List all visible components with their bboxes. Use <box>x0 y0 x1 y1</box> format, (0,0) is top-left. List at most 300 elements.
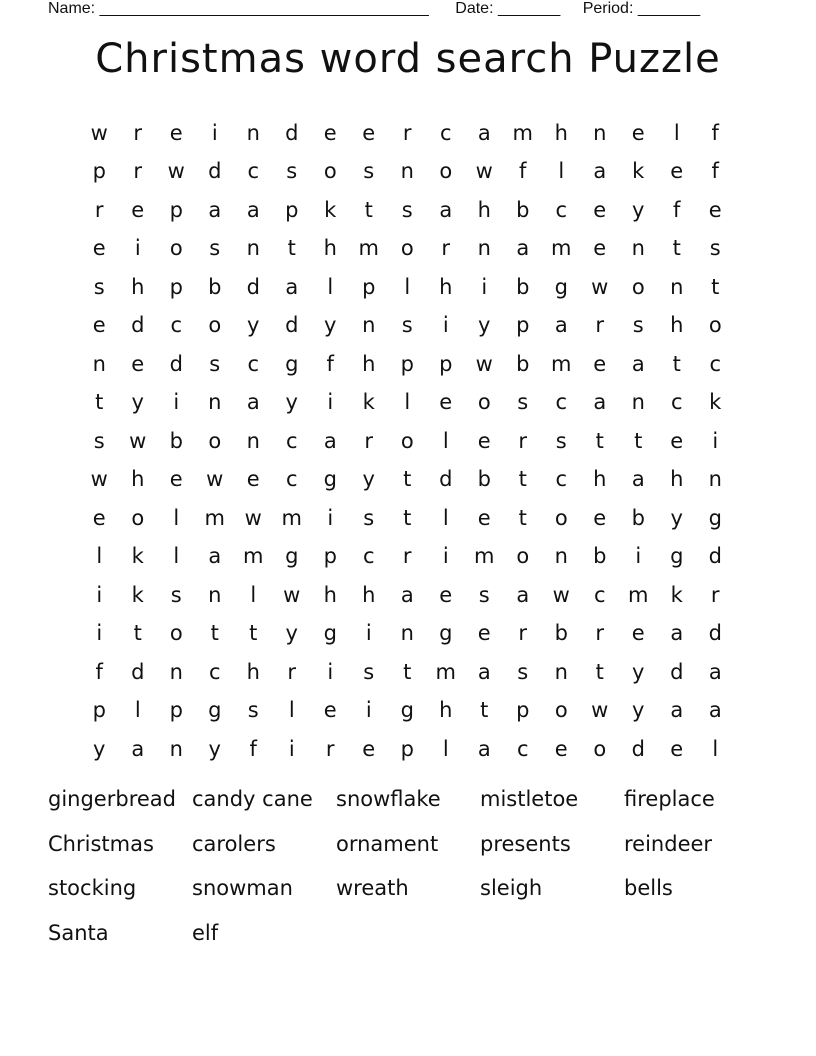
name-field[interactable]: Name: _____________________________________ <box>48 0 429 17</box>
grid-cell[interactable]: r <box>595 621 605 646</box>
grid-cell[interactable]: e <box>631 621 645 646</box>
grid-cell[interactable]: a <box>285 274 299 299</box>
grid-cell[interactable]: g <box>323 621 337 646</box>
grid-cell[interactable]: l <box>404 274 411 299</box>
grid-cell[interactable]: b <box>477 467 491 492</box>
grid-cell[interactable]: p <box>92 698 106 723</box>
grid-cell[interactable]: y <box>324 313 337 338</box>
grid-cell[interactable]: w <box>90 120 108 145</box>
grid-cell[interactable]: e <box>670 159 684 184</box>
grid-cell[interactable]: b <box>169 428 183 453</box>
grid-cell[interactable]: r <box>325 736 335 761</box>
grid-cell[interactable]: f <box>711 120 719 145</box>
grid-cell[interactable]: p <box>516 698 530 723</box>
grid-cell[interactable]: c <box>593 582 606 607</box>
grid-cell[interactable]: d <box>285 120 299 145</box>
grid-cell[interactable]: a <box>670 621 684 646</box>
grid-cell[interactable]: e <box>631 120 645 145</box>
grid-cell[interactable]: r <box>595 313 605 338</box>
grid-cell[interactable]: r <box>710 582 720 607</box>
grid-cell[interactable]: m <box>281 505 302 530</box>
grid-cell[interactable]: p <box>169 197 183 222</box>
grid-cell[interactable]: t <box>95 390 104 415</box>
grid-cell[interactable]: a <box>246 390 260 415</box>
grid-cell[interactable]: h <box>131 467 145 492</box>
grid-cell[interactable]: h <box>362 351 376 376</box>
grid-cell[interactable]: s <box>632 313 644 338</box>
grid-cell[interactable]: e <box>708 197 722 222</box>
grid-cell[interactable]: n <box>246 428 260 453</box>
grid-cell[interactable]: c <box>208 659 221 684</box>
grid-cell[interactable]: t <box>364 197 373 222</box>
grid-cell[interactable]: e <box>323 120 337 145</box>
grid-cell[interactable]: e <box>554 736 568 761</box>
grid-cell[interactable]: n <box>593 120 607 145</box>
grid-cell[interactable]: p <box>169 274 183 299</box>
grid-cell[interactable]: n <box>169 736 183 761</box>
grid-cell[interactable]: g <box>285 351 299 376</box>
grid-cell[interactable]: r <box>441 236 451 261</box>
grid-cell[interactable]: h <box>670 467 684 492</box>
grid-cell[interactable]: h <box>439 698 453 723</box>
grid-cell[interactable]: a <box>477 659 491 684</box>
grid-cell[interactable]: w <box>552 582 570 607</box>
grid-cell[interactable]: c <box>555 197 568 222</box>
grid-cell[interactable]: m <box>435 659 456 684</box>
grid-cell[interactable]: m <box>551 351 572 376</box>
grid-cell[interactable]: l <box>404 390 411 415</box>
grid-cell[interactable]: n <box>554 659 568 684</box>
grid-cell[interactable]: e <box>593 351 607 376</box>
grid-cell[interactable]: l <box>288 698 295 723</box>
grid-cell[interactable]: e <box>169 467 183 492</box>
grid-cell[interactable]: d <box>285 313 299 338</box>
grid-cell[interactable]: r <box>402 120 412 145</box>
grid-cell[interactable]: i <box>211 120 218 145</box>
grid-cell[interactable]: t <box>518 505 527 530</box>
grid-cell[interactable]: s <box>363 159 375 184</box>
grid-cell[interactable]: t <box>672 236 681 261</box>
grid-cell[interactable]: y <box>131 390 144 415</box>
grid-cell[interactable]: e <box>670 428 684 453</box>
grid-cell[interactable]: k <box>632 159 645 184</box>
grid-cell[interactable]: b <box>593 544 607 569</box>
grid-cell[interactable]: d <box>169 351 183 376</box>
grid-cell[interactable]: f <box>95 659 103 684</box>
grid-cell[interactable]: n <box>246 236 260 261</box>
grid-cell[interactable]: e <box>323 698 337 723</box>
grid-cell[interactable]: n <box>708 467 722 492</box>
grid-cell[interactable]: n <box>631 390 645 415</box>
grid-cell[interactable]: c <box>555 467 568 492</box>
grid-cell[interactable]: e <box>362 120 376 145</box>
grid-cell[interactable]: f <box>673 197 681 222</box>
grid-cell[interactable]: o <box>554 505 568 530</box>
grid-cell[interactable]: s <box>555 428 567 453</box>
grid-cell[interactable]: g <box>439 621 453 646</box>
grid-cell[interactable]: l <box>134 698 141 723</box>
grid-cell[interactable]: p <box>169 698 183 723</box>
grid-cell[interactable]: o <box>516 544 530 569</box>
grid-cell[interactable]: y <box>285 390 298 415</box>
grid-cell[interactable]: a <box>208 197 222 222</box>
grid-cell[interactable]: l <box>173 544 180 569</box>
grid-cell[interactable]: o <box>439 159 453 184</box>
grid-cell[interactable]: r <box>94 197 104 222</box>
grid-cell[interactable]: f <box>326 351 334 376</box>
grid-cell[interactable]: w <box>475 159 493 184</box>
grid-cell[interactable]: i <box>134 236 141 261</box>
grid-cell[interactable]: t <box>403 467 412 492</box>
grid-cell[interactable]: y <box>670 505 683 530</box>
grid-cell[interactable]: o <box>400 236 414 261</box>
grid-cell[interactable]: n <box>554 544 568 569</box>
grid-cell[interactable]: d <box>708 621 722 646</box>
grid-cell[interactable]: w <box>591 698 609 723</box>
grid-cell[interactable]: d <box>131 659 145 684</box>
grid-cell[interactable]: g <box>400 698 414 723</box>
grid-cell[interactable]: s <box>209 351 221 376</box>
grid-cell[interactable]: t <box>403 505 412 530</box>
grid-cell[interactable]: o <box>169 621 183 646</box>
grid-cell[interactable]: n <box>208 390 222 415</box>
grid-cell[interactable]: t <box>711 274 720 299</box>
grid-cell[interactable]: m <box>551 236 572 261</box>
grid-cell[interactable]: b <box>516 351 530 376</box>
word-bank-item: ornament <box>336 831 439 856</box>
grid-cell[interactable]: r <box>402 544 412 569</box>
grid-cell[interactable]: f <box>519 159 527 184</box>
word-bank-item: snowman <box>192 876 293 900</box>
grid-cell[interactable]: h <box>131 274 145 299</box>
grid-cell[interactable]: f <box>711 159 719 184</box>
grid-cell[interactable]: m <box>204 505 225 530</box>
grid-cell[interactable]: s <box>93 274 105 299</box>
grid-cell[interactable]: l <box>327 274 334 299</box>
grid-cell[interactable]: p <box>285 197 299 222</box>
grid-cell[interactable]: b <box>516 274 530 299</box>
grid-cell[interactable]: e <box>131 197 145 222</box>
grid-cell[interactable]: e <box>593 197 607 222</box>
grid-cell[interactable]: e <box>477 621 491 646</box>
grid-cell[interactable]: l <box>173 505 180 530</box>
grid-cell[interactable]: e <box>362 736 376 761</box>
grid-cell[interactable]: s <box>170 582 182 607</box>
grid-cell[interactable]: c <box>670 390 683 415</box>
grid-cell[interactable]: e <box>92 505 106 530</box>
grid-cell[interactable]: n <box>400 159 414 184</box>
grid-cell[interactable]: g <box>285 544 299 569</box>
grid-cell[interactable]: s <box>478 582 490 607</box>
grid-cell[interactable]: m <box>474 544 495 569</box>
grid-cell[interactable]: a <box>131 736 145 761</box>
grid-cell[interactable]: k <box>709 390 722 415</box>
grid-cell[interactable]: l <box>558 159 565 184</box>
grid-cell[interactable]: n <box>246 120 260 145</box>
grid-cell[interactable]: g <box>708 505 722 530</box>
grid-cell[interactable]: c <box>247 351 260 376</box>
grid-cell[interactable]: e <box>246 467 260 492</box>
grid-cell[interactable]: l <box>96 544 103 569</box>
grid-cell[interactable]: n <box>169 659 183 684</box>
grid-cell[interactable]: e <box>477 428 491 453</box>
grid-cell[interactable]: w <box>206 467 224 492</box>
grid-cell[interactable]: a <box>400 582 414 607</box>
grid-cell[interactable]: o <box>593 736 607 761</box>
grid-cell[interactable]: d <box>670 659 684 684</box>
grid-cell[interactable]: g <box>670 544 684 569</box>
grid-cell[interactable]: k <box>362 390 375 415</box>
grid-cell[interactable]: h <box>554 120 568 145</box>
grid-cell[interactable]: i <box>96 582 103 607</box>
grid-cell[interactable]: d <box>439 467 453 492</box>
grid-cell[interactable]: c <box>439 120 452 145</box>
word-bank <box>48 782 768 960</box>
grid-cell[interactable]: y <box>362 467 375 492</box>
grid-cell[interactable]: s <box>286 159 298 184</box>
grid-cell[interactable]: k <box>131 582 144 607</box>
grid-cell[interactable]: h <box>593 467 607 492</box>
grid-cell[interactable]: r <box>133 120 143 145</box>
grid-cell[interactable]: m <box>512 120 533 145</box>
student-info-header <box>48 0 700 18</box>
grid-cell[interactable]: e <box>92 313 106 338</box>
grid-cell[interactable]: t <box>672 351 681 376</box>
grid-cell[interactable]: r <box>518 428 528 453</box>
grid-cell[interactable]: i <box>712 428 719 453</box>
grid-cell[interactable]: a <box>439 197 453 222</box>
grid-cell[interactable]: w <box>90 467 108 492</box>
grid-cell[interactable]: b <box>631 505 645 530</box>
grid-cell[interactable]: r <box>133 159 143 184</box>
grid-cell[interactable]: d <box>246 274 260 299</box>
grid-cell[interactable]: t <box>634 428 643 453</box>
grid-cell[interactable]: i <box>327 659 334 684</box>
grid-cell[interactable]: h <box>323 582 337 607</box>
grid-cell[interactable]: e <box>131 351 145 376</box>
grid-cell[interactable]: w <box>475 351 493 376</box>
grid-cell[interactable]: e <box>670 736 684 761</box>
grid-cell[interactable]: p <box>400 736 414 761</box>
grid-cell[interactable]: r <box>287 659 297 684</box>
grid-cell[interactable]: a <box>246 197 260 222</box>
grid-cell[interactable]: a <box>554 313 568 338</box>
grid-cell[interactable]: p <box>439 351 453 376</box>
grid-cell[interactable]: h <box>670 313 684 338</box>
grid-cell[interactable]: y <box>632 197 645 222</box>
grid-cell[interactable]: a <box>477 736 491 761</box>
grid-cell[interactable]: w <box>167 159 185 184</box>
grid-cell[interactable]: n <box>631 236 645 261</box>
grid-cell[interactable]: y <box>632 659 645 684</box>
grid-cell[interactable]: i <box>481 274 488 299</box>
letter-grid[interactable] <box>80 114 735 769</box>
grid-cell[interactable]: h <box>477 197 491 222</box>
grid-cell[interactable]: f <box>249 736 257 761</box>
grid-cell[interactable]: c <box>285 428 298 453</box>
grid-cell[interactable]: b <box>208 274 222 299</box>
grid-cell[interactable]: i <box>173 390 180 415</box>
grid-cell[interactable]: e <box>439 390 453 415</box>
grid-cell[interactable]: d <box>708 544 722 569</box>
grid-cell[interactable]: h <box>362 582 376 607</box>
grid-cell[interactable]: i <box>96 621 103 646</box>
grid-cell[interactable]: l <box>442 428 449 453</box>
grid-cell[interactable]: w <box>591 274 609 299</box>
grid-cell[interactable]: o <box>708 313 722 338</box>
grid-cell[interactable]: s <box>709 236 721 261</box>
grid-cell[interactable]: a <box>323 428 337 453</box>
grid-cell[interactable]: c <box>555 390 568 415</box>
grid-cell[interactable]: c <box>285 467 298 492</box>
grid-cell[interactable]: b <box>554 621 568 646</box>
grid-cell[interactable]: y <box>632 698 645 723</box>
grid-cell[interactable]: p <box>516 313 530 338</box>
grid-cell[interactable]: e <box>477 505 491 530</box>
grid-cell[interactable]: e <box>439 582 453 607</box>
grid-cell[interactable]: i <box>327 505 334 530</box>
grid-cell[interactable]: e <box>169 120 183 145</box>
grid-cell[interactable]: o <box>208 428 222 453</box>
grid-cell[interactable]: r <box>364 428 374 453</box>
word-bank-item: stocking <box>48 876 137 900</box>
grid-cell[interactable]: s <box>209 236 221 261</box>
grid-cell[interactable]: n <box>208 582 222 607</box>
grid-cell[interactable]: t <box>249 621 258 646</box>
grid-cell[interactable]: d <box>131 313 145 338</box>
word-bank-item: fireplace <box>624 787 715 811</box>
grid-cell[interactable]: s <box>517 390 529 415</box>
grid-cell[interactable]: o <box>208 313 222 338</box>
grid-cell[interactable]: t <box>595 659 604 684</box>
grid-cell[interactable]: r <box>518 621 528 646</box>
grid-cell[interactable]: s <box>363 659 375 684</box>
grid-cell[interactable]: s <box>363 505 375 530</box>
grid-cell[interactable]: l <box>250 582 257 607</box>
grid-cell[interactable]: c <box>362 544 375 569</box>
grid-cell[interactable]: y <box>93 736 106 761</box>
grid-cell[interactable]: l <box>442 736 449 761</box>
grid-cell[interactable]: n <box>477 236 491 261</box>
grid-cell[interactable]: t <box>403 659 412 684</box>
grid-cell[interactable]: i <box>442 544 449 569</box>
grid-cell[interactable]: p <box>362 274 376 299</box>
grid-cell[interactable]: p <box>400 351 414 376</box>
grid-cell[interactable]: y <box>478 313 491 338</box>
grid-cell[interactable]: s <box>247 698 259 723</box>
grid-cell[interactable]: a <box>593 159 607 184</box>
grid-cell[interactable]: b <box>516 197 530 222</box>
grid-cell[interactable]: a <box>631 351 645 376</box>
grid-cell[interactable]: t <box>595 428 604 453</box>
grid-cell[interactable]: t <box>133 621 142 646</box>
grid-cell[interactable]: i <box>327 390 334 415</box>
word-bank-item: elf <box>192 920 219 945</box>
grid-cell[interactable]: y <box>247 313 260 338</box>
grid-cell[interactable]: h <box>323 236 337 261</box>
grid-cell[interactable]: y <box>208 736 221 761</box>
grid-cell[interactable]: i <box>442 313 449 338</box>
grid-cell[interactable]: c <box>247 159 260 184</box>
grid-cell[interactable]: w <box>283 582 301 607</box>
grid-cell[interactable]: o <box>169 236 183 261</box>
grid-cell[interactable]: g <box>323 467 337 492</box>
grid-cell[interactable]: c <box>709 351 722 376</box>
grid-cell[interactable]: h <box>439 274 453 299</box>
grid-cell[interactable]: g <box>208 698 222 723</box>
grid-cell[interactable]: d <box>208 159 222 184</box>
grid-cell[interactable]: a <box>670 698 684 723</box>
grid-cell[interactable]: o <box>631 274 645 299</box>
grid-cell[interactable]: k <box>670 582 683 607</box>
grid-cell[interactable]: m <box>243 544 264 569</box>
grid-cell[interactable]: a <box>708 698 722 723</box>
grid-cell[interactable]: e <box>593 505 607 530</box>
grid-cell[interactable]: w <box>129 428 147 453</box>
grid-cell[interactable]: s <box>93 428 105 453</box>
grid-cell[interactable]: a <box>516 236 530 261</box>
grid-cell[interactable]: o <box>554 698 568 723</box>
grid-cell[interactable]: e <box>92 236 106 261</box>
grid-cell[interactable]: l <box>712 736 719 761</box>
grid-cell[interactable]: o <box>477 390 491 415</box>
grid-cell[interactable]: a <box>477 120 491 145</box>
grid-cell[interactable]: c <box>170 313 183 338</box>
grid-cell[interactable]: t <box>287 236 296 261</box>
grid-cell[interactable]: n <box>362 313 376 338</box>
grid-cell[interactable]: a <box>631 467 645 492</box>
grid-cell[interactable]: h <box>246 659 260 684</box>
grid-cell[interactable]: n <box>670 274 684 299</box>
grid-cell[interactable]: c <box>516 736 529 761</box>
grid-cell[interactable]: e <box>593 236 607 261</box>
grid-cell[interactable]: a <box>593 390 607 415</box>
grid-cell[interactable]: i <box>635 544 642 569</box>
grid-cell[interactable]: t <box>480 698 489 723</box>
grid-cell[interactable]: i <box>365 621 372 646</box>
grid-cell[interactable]: n <box>400 621 414 646</box>
grid-cell[interactable]: w <box>244 505 262 530</box>
grid-cell[interactable]: s <box>517 659 529 684</box>
grid-cell[interactable]: o <box>131 505 145 530</box>
grid-cell[interactable]: i <box>288 736 295 761</box>
grid-cell[interactable]: d <box>631 736 645 761</box>
grid-cell[interactable]: n <box>92 351 106 376</box>
grid-cell[interactable]: t <box>518 467 527 492</box>
grid-cell[interactable]: s <box>401 197 413 222</box>
grid-cell[interactable]: t <box>210 621 219 646</box>
grid-cell[interactable]: o <box>400 428 414 453</box>
grid-cell[interactable]: l <box>673 120 680 145</box>
grid-cell[interactable]: k <box>131 544 144 569</box>
grid-cell[interactable]: m <box>358 236 379 261</box>
grid-cell[interactable]: k <box>324 197 337 222</box>
period-field[interactable]: Period: _______ <box>582 0 701 17</box>
grid-cell[interactable]: o <box>323 159 337 184</box>
grid-cell[interactable]: p <box>323 544 337 569</box>
grid-cell[interactable]: y <box>285 621 298 646</box>
grid-cell[interactable]: s <box>401 313 413 338</box>
grid-cell[interactable]: g <box>554 274 568 299</box>
grid-cell[interactable]: a <box>708 659 722 684</box>
date-field[interactable]: Date: _______ <box>455 0 561 17</box>
grid-cell[interactable]: l <box>442 505 449 530</box>
grid-cell[interactable]: a <box>516 582 530 607</box>
grid-cell[interactable]: p <box>92 159 106 184</box>
grid-cell[interactable]: i <box>365 698 372 723</box>
grid-cell[interactable]: a <box>208 544 222 569</box>
grid-cell[interactable]: m <box>628 582 649 607</box>
